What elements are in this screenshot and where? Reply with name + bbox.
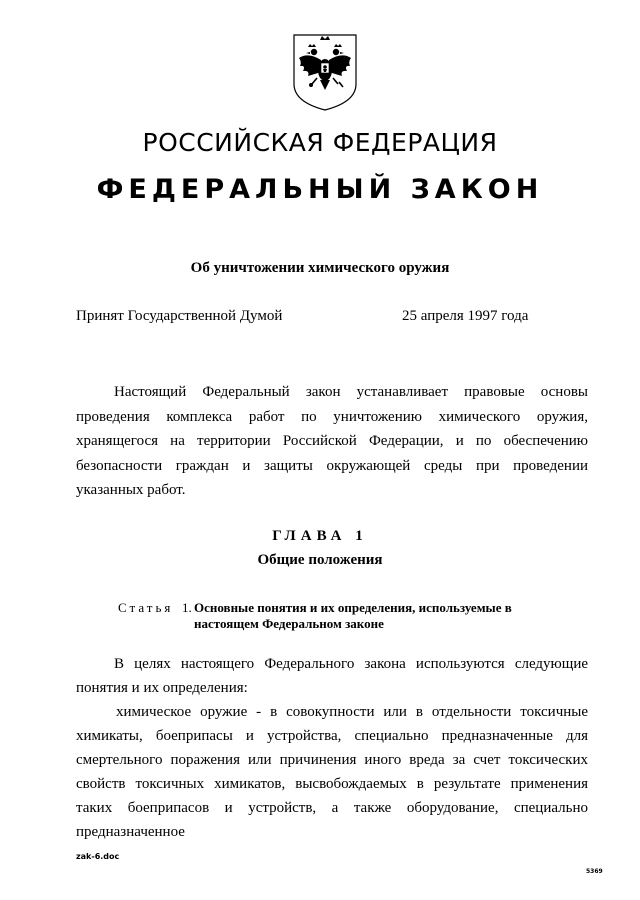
double-headed-eagle-emblem-icon — [290, 32, 360, 112]
country-name: РОССИЙСКАЯ ФЕДЕРАЦИЯ — [142, 128, 498, 157]
adopted-date: 25 апреля 1997 года — [402, 308, 529, 324]
body-paragraph: В целях настоящего Федерального закона используются следующие понятия и их определения: — [76, 656, 588, 696]
preamble-paragraph: Настоящий Федеральный закон устанавливает правовые основы проведения комплекса работ по уничтожению химического оружия, хранящегося на территории Российской Федерации, и по обеспечению безопасности граждан и защиты окружающей среды при проведении указанных работ. — [76, 384, 588, 499]
footer-page-number: 5369 — [586, 868, 603, 875]
chapter-title: Общие положения — [257, 552, 383, 568]
document-type: ФЕДЕРАЛЬНЫЙ ЗАКОН — [96, 174, 544, 205]
state-emblem — [290, 32, 360, 112]
law-title: Об уничтожении химического оружия — [190, 260, 450, 276]
definition-paragraph: химическое оружие - в совокупности или в отдельности токсичные химикаты, боеприпасы и устройства, специально предназначенные для смертельного поражения или причинения иного вреда за счет токсических свойств токсичных химикатов, высвобождаемых в результате применения таких боеприпасов и устройств, а также оборудование, специально предназначенное — [76, 704, 588, 840]
article-number: 1. — [182, 600, 192, 615]
chapter-label: ГЛАВА 1 — [272, 528, 368, 544]
footer-file-name: zak-6.doc — [76, 852, 120, 861]
article-title: Основные понятия и их определения, используемые в настоящем Федеральном законе — [194, 600, 512, 631]
article-word: Статья — [118, 600, 174, 615]
adopted-by: Принят Государственной Думой — [76, 308, 283, 324]
